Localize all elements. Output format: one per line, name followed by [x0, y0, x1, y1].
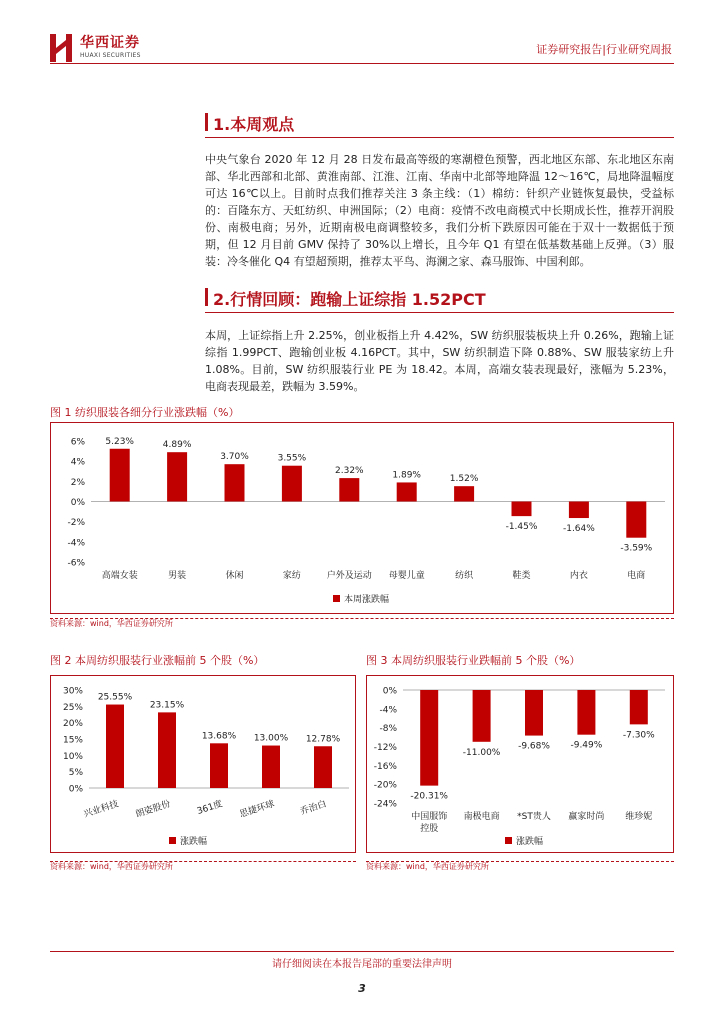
data-label: 4.89% — [162, 440, 192, 451]
y-tick-label: 4% — [70, 457, 85, 468]
data-label: -1.64% — [562, 524, 595, 535]
bar — [225, 464, 245, 501]
category-label: 中国服饰 — [411, 812, 448, 822]
y-tick-label: 10% — [62, 751, 83, 762]
category-label: 控股 — [420, 824, 439, 834]
figure-1-chart — [50, 422, 674, 614]
data-label: -3.59% — [620, 543, 653, 554]
data-label: 3.55% — [277, 453, 307, 464]
figure-3-source: 资料来源：wind，华西证券研究所 — [366, 862, 489, 871]
legal-disclaimer: 请仔细阅读在本报告尾部的重要法律声明 — [272, 959, 452, 970]
section-2-paragraph: 本周，上证综指上升 2.25%，创业板指上升 4.42%，SW 纺织服装板块上升 0.26%，跑输上证综指 1.99PCT、跑输创业板 4.16PCT。其中，SW 纺织制造下降 0.88%、SW 服装家纺上升 1.08%。目前，SW 纺织服装行业 PE 为 18.42。本周，高端女装表现最好，涨幅为 5.23%，电商表现最差，跌幅为 3.59%。 — [205, 329, 674, 393]
y-tick-label: 20% — [62, 719, 83, 730]
data-label: 3.70% — [220, 452, 249, 463]
y-tick-label: 15% — [62, 735, 83, 746]
data-label: 5.23% — [105, 436, 134, 447]
data-label: 2.32% — [335, 466, 364, 477]
figure-2-title: 图 2 本周纺织服装行业涨幅前 5 个股（%） — [50, 654, 265, 667]
legend-label: 涨跌幅 — [516, 837, 544, 847]
category-label: 鞋类 — [512, 571, 531, 581]
section-1-title: 1.本周观点 — [205, 112, 294, 135]
y-tick-label: 30% — [62, 686, 83, 697]
data-label: 1.89% — [392, 470, 421, 481]
data-label: -9.49% — [570, 740, 603, 751]
legend-label: 本周涨跌幅 — [344, 595, 390, 605]
bar — [397, 482, 417, 501]
bar — [577, 690, 595, 735]
y-tick-label: -16% — [373, 761, 397, 772]
bar — [262, 746, 280, 788]
data-label: -11.00% — [462, 747, 501, 758]
figure-1-source: 资料来源：wind，华西证券研究所 — [50, 619, 173, 628]
bar — [454, 486, 474, 501]
bar — [167, 452, 187, 501]
figure-2-svg — [51, 676, 355, 852]
category-label: 乔治白 — [299, 799, 328, 818]
y-tick-label: -4% — [379, 705, 397, 716]
logo-english-name: HUAXI SECURITIES — [80, 52, 141, 59]
company-logo — [50, 30, 160, 66]
bar — [630, 690, 648, 724]
y-tick-label: 0% — [382, 686, 397, 697]
figure-2-chart — [50, 675, 356, 853]
bar — [420, 690, 438, 786]
bar — [525, 690, 543, 736]
bar — [626, 502, 646, 538]
section-1-rule — [205, 137, 674, 138]
bar — [110, 449, 130, 502]
category-label: 361度 — [195, 799, 224, 817]
figure-2-source: 资料来源：wind，华西证券研究所 — [50, 862, 173, 871]
category-label: 维珍妮 — [625, 812, 653, 822]
category-label: 高端女装 — [101, 571, 138, 581]
footer-divider — [50, 951, 674, 952]
category-label: 男装 — [168, 571, 187, 581]
category-label: 兴业科技 — [82, 799, 120, 820]
huaxi-logo-icon — [50, 34, 72, 62]
logo-chinese-name: 华西证券 — [80, 35, 140, 51]
y-tick-label: 0% — [70, 498, 85, 508]
data-label: -1.45% — [505, 522, 538, 533]
category-label: 南极电商 — [463, 812, 500, 822]
y-tick-label: 25% — [62, 702, 83, 713]
bar — [473, 690, 491, 742]
data-label: 1.52% — [449, 474, 479, 485]
y-tick-label: 6% — [70, 437, 85, 448]
category-label: 纺织 — [455, 571, 474, 581]
figure-3-chart — [366, 675, 674, 853]
data-label: -9.68% — [518, 741, 550, 752]
report-type-label: 证券研究报告|行业研究周报 — [536, 43, 672, 56]
data-label: 23.15% — [149, 700, 185, 711]
bar — [569, 502, 589, 519]
y-tick-label: -6% — [67, 558, 85, 569]
category-label: 思捷环球 — [238, 799, 276, 820]
data-label: -7.30% — [622, 730, 655, 741]
y-tick-label: -4% — [67, 538, 85, 549]
category-label: 朗姿股份 — [134, 799, 172, 820]
legend-label: 涨跌幅 — [180, 837, 208, 847]
category-label: 家纺 — [282, 571, 301, 581]
category-label: 赢家时尚 — [568, 812, 605, 822]
bar — [512, 502, 532, 517]
page-number: 3 — [358, 982, 366, 995]
y-tick-label: 2% — [70, 477, 85, 488]
y-tick-label: -2% — [67, 518, 85, 529]
legend-swatch — [169, 837, 176, 844]
data-label: 12.78% — [305, 734, 341, 745]
category-label: 休闲 — [225, 571, 244, 581]
header-divider — [50, 63, 674, 64]
y-tick-label: -20% — [373, 780, 397, 791]
bar — [282, 466, 302, 502]
figure-3-svg — [367, 676, 673, 852]
figure-1-title: 图 1 纺织服装各细分行业涨跌幅（%） — [50, 406, 240, 419]
y-tick-label: -12% — [373, 743, 397, 753]
y-tick-label: -24% — [373, 799, 397, 810]
data-label: 13.68% — [201, 731, 237, 742]
figure-3-title: 图 3 本周纺织服装行业跌幅前 5 个股（%） — [366, 654, 581, 667]
figure-1-svg — [51, 423, 673, 613]
bar — [210, 743, 228, 788]
section-2-title: 2.行情回顾：跑输上证综指 1.52PCT — [205, 287, 486, 310]
y-tick-label: -8% — [379, 724, 397, 735]
bar — [314, 746, 332, 788]
data-label: -20.31% — [410, 791, 448, 802]
bar — [158, 712, 176, 788]
category-label: 内衣 — [569, 571, 588, 581]
bar — [106, 705, 124, 788]
data-label: 25.55% — [97, 692, 133, 703]
data-label: 13.00% — [253, 733, 289, 744]
category-label: 母婴儿童 — [388, 571, 425, 581]
section-1-paragraph: 中央气象台 2020 年 12 月 28 日发布最高等级的寒潮橙色预警，西北地区东部、东北地区东南部、华北西部和北部、黄淮南部、江淮、江南、华南中北部等地降温 12～16℃，局地降温幅度可达 16℃以上。目前时点我们推荐关注 3 条主线：（1）棉纺：针织产业链恢复最快，受益标的：百隆东方、天虹纺织、申洲国际；（2）电商：疫情不改电商模式中长期成长性，推荐开润股份、南极电商；另外，近期南极电商调整较多，我们分析下跌原因可能在于双十一数据低于预期，但 12 月目前 GMV 保持了 30%以上增长，且今年 Q1 有望在低基数基础上反弹。（3）服装：冷冬催化 Q4 有望超预期，推荐太平鸟、海澜之家、森马服饰、中国利郎。 — [205, 153, 674, 268]
y-tick-label: 5% — [68, 768, 83, 779]
legend-swatch — [505, 837, 512, 844]
category-label: 电商 — [627, 571, 646, 581]
category-label: 户外及运动 — [326, 571, 372, 581]
section-2-rule — [205, 312, 674, 313]
legend-swatch — [333, 595, 340, 602]
y-tick-label: 0% — [68, 784, 83, 795]
bar — [339, 478, 359, 501]
category-label: *ST贵人 — [517, 812, 551, 822]
